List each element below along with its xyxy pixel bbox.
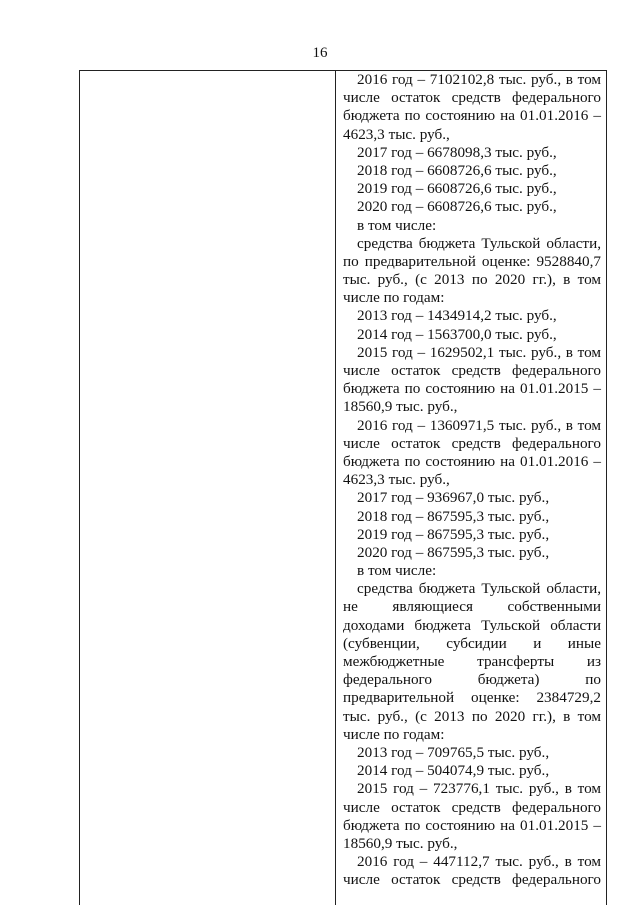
text-line: тыс. руб., (с 2013 по 2020 гг.), в том xyxy=(343,271,601,289)
text-line: 18560,9 тыс. руб., xyxy=(343,834,458,852)
text-line: в том числе: xyxy=(357,216,437,234)
text-line: (субвенции, субсидии и иные xyxy=(343,634,601,652)
text-line: предварительной оценке: 2384729,2 xyxy=(343,689,601,707)
text-line: 2014 год – 504074,9 тыс. руб., xyxy=(357,762,550,780)
text-line: бюджета по состоянию на 01.01.2016 – xyxy=(343,107,601,125)
document-table xyxy=(79,70,607,905)
text-line: числе остаток средств федерального xyxy=(343,434,601,452)
text-line: числе остаток средств федерального xyxy=(343,89,601,107)
text-line: доходами бюджета Тульской области xyxy=(343,616,601,634)
text-line: бюджета по состоянию на 01.01.2016 – xyxy=(343,452,601,470)
text-line: 2018 год – 6608726,6 тыс. руб., xyxy=(357,161,557,179)
text-line: средства бюджета Тульской области, xyxy=(357,234,601,252)
text-line: 18560,9 тыс. руб., xyxy=(343,398,458,416)
text-line: 2013 год – 1434914,2 тыс. руб., xyxy=(357,307,557,325)
text-line: федерального бюджета) по xyxy=(343,671,601,689)
text-line: 2015 год – 1629502,1 тыс. руб., в том xyxy=(357,343,601,361)
table-left-column xyxy=(80,71,335,905)
text-line: числе остаток средств федерального xyxy=(343,798,601,816)
text-line: бюджета по состоянию на 01.01.2015 – xyxy=(343,380,601,398)
text-line: средства бюджета Тульской области, xyxy=(357,580,601,598)
text-line: 4623,3 тыс. руб., xyxy=(343,125,450,143)
text-line: 2014 год – 1563700,0 тыс. руб., xyxy=(357,325,557,343)
text-line: числе по годам: xyxy=(343,289,445,307)
text-line: 2013 год – 709765,5 тыс. руб., xyxy=(357,743,550,761)
text-line: 2020 год – 6608726,6 тыс. руб., xyxy=(357,198,557,216)
text-line: бюджета по состоянию на 01.01.2015 – xyxy=(343,816,601,834)
text-line: числе по годам: xyxy=(343,725,445,743)
text-line: 2016 год – 7102102,8 тыс. руб., в том xyxy=(357,71,601,88)
text-line: 2017 год – 936967,0 тыс. руб., xyxy=(357,489,550,507)
text-line: 2019 год – 867595,3 тыс. руб., xyxy=(357,525,550,543)
text-line: 2016 год – 1360971,5 тыс. руб., в том xyxy=(357,416,601,434)
text-line: в том числе: xyxy=(357,562,437,580)
text-line: 2020 год – 867595,3 тыс. руб., xyxy=(357,543,550,561)
text-line: 4623,3 тыс. руб., xyxy=(343,471,450,489)
table-right-column xyxy=(343,71,601,889)
text-line: 2016 год – 447112,7 тыс. руб., в том xyxy=(357,853,601,871)
text-line: 2019 год – 6608726,6 тыс. руб., xyxy=(357,180,557,198)
text-line: числе остаток средств федерального xyxy=(343,362,601,379)
text-line: тыс. руб., (с 2013 по 2020 гг.), в том xyxy=(343,707,601,725)
text-line: не являющиеся собственными xyxy=(343,598,601,616)
text-line: 2015 год – 723776,1 тыс. руб., в том xyxy=(357,780,601,798)
text-line: по предварительной оценке: 9528840,7 xyxy=(343,252,601,270)
text-line: 2018 год – 867595,3 тыс. руб., xyxy=(357,507,550,525)
text-line: числе остаток средств федерального xyxy=(343,871,601,889)
page-number: 16 xyxy=(312,45,328,61)
text-line: 2017 год – 6678098,3 тыс. руб., xyxy=(357,143,557,161)
text-line: межбюджетные трансферты из xyxy=(343,653,601,670)
column-divider xyxy=(335,71,336,905)
